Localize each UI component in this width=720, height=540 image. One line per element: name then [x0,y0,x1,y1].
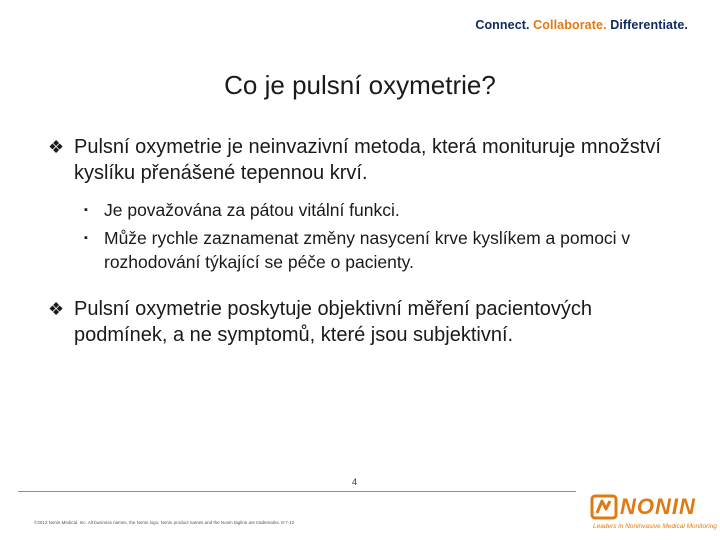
diamond-bullet-icon: ❖ [48,137,65,157]
bullet-1-subbullets [48,198,688,274]
nonin-logo [590,492,717,534]
logo-wordmark: NONIN [620,494,696,519]
subbullet-2 [48,226,688,274]
subbullet-2-text: Může rychle zaznamenat změny nasycení krve kyslíkem a pomoci v rozhodování týkající se péče o pacienty. [104,228,631,272]
header-tagline [475,18,688,32]
slide-title: Co je pulsní oxymetrie? [224,70,496,100]
slide-content [48,134,688,360]
square-bullet-icon: ▪ [84,232,88,244]
diamond-bullet-icon: ❖ [48,299,65,319]
footer-divider [18,491,576,492]
bullet-2-text: Pulsní oxymetrie poskytuje objektivní měření pacientových podmínek, a ne symptomů, které jsou subjektivní. [74,298,593,346]
tagline-collaborate: Collaborate. [533,18,607,32]
page-number: 4 [352,477,358,487]
footer-copyright: ©2012 Nonin Medical, Inc. All business names, the Nonin logo, Nonin product names and the Nonin tagline are trademarks. 8-7-12 [34,520,295,525]
tagline-differentiate: Differentiate. [610,18,688,32]
bullet-1-text: Pulsní oxymetrie je neinvazivní metoda, která monituruje množství kyslíku přenášené tepennou krví. [74,136,661,184]
square-bullet-icon: ▪ [84,204,88,216]
tagline-connect: Connect. [475,18,530,32]
logo-tagline: Leaders in Noninvasive Medical Monitoring [593,523,717,530]
bullet-2 [48,296,688,348]
bullet-1 [48,134,688,186]
subbullet-1 [48,198,688,222]
nonin-logo-icon [590,494,618,520]
subbullet-1-text: Je považována za pátou vitální funkci. [104,200,400,220]
